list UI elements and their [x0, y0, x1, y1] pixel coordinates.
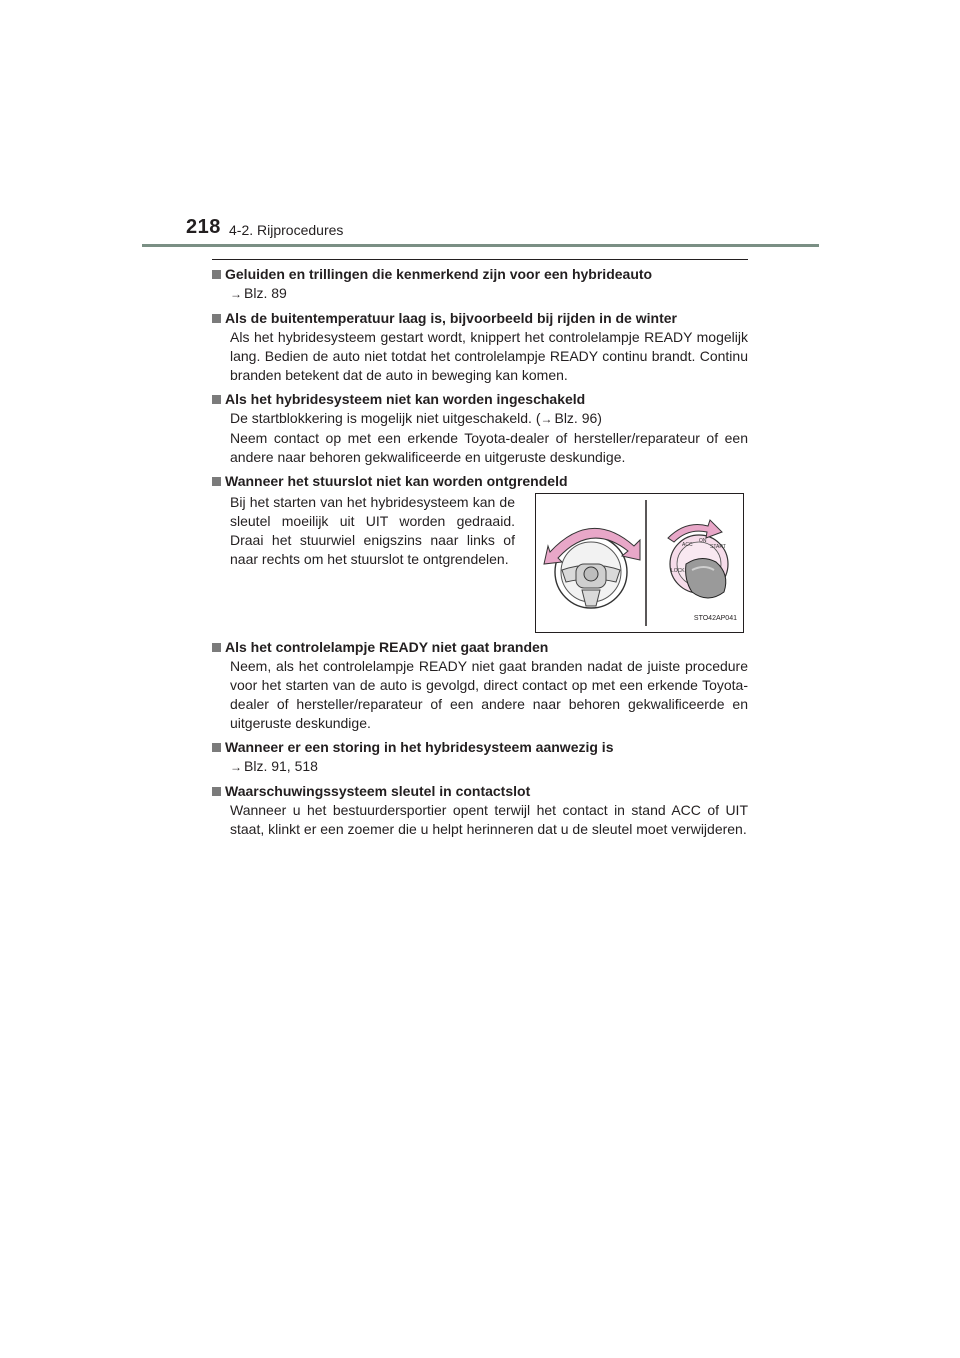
header-rule — [142, 244, 819, 247]
switch-label-start: START — [710, 544, 726, 550]
section-ready-not-on — [212, 638, 748, 733]
section-title: Als de buitentemperatuur laag is, bijvoorbeeld bij rijden in de winter — [225, 310, 677, 326]
section-title: Wanneer er een storing in het hybridesysteem aanwezig is — [225, 739, 614, 755]
section-body: Neem, als het controlelampje READY niet gaat branden nadat de juiste procedure voor het starten van de auto is gevolgd, direct contact op met een erkende Toyota-dealer of hersteller/reparateur of een andere naar behoren gekwalificeerde en uitgeruste deskundige. — [230, 658, 748, 731]
section-body: Bij het starten van het hybridesysteem kan de sleutel moeilijk uit UIT worden gedraaid. Draai het stuurwiel enigszins naar links of naar rechts om het stuurslot te ontgrendelen. — [230, 494, 515, 567]
section-title: Als het hybridesysteem niet kan worden ingeschakeld — [225, 391, 586, 407]
page-number: 218 — [186, 216, 221, 238]
section-not-started — [212, 390, 748, 467]
square-bullet-icon — [212, 477, 221, 486]
arrow-right-icon: → — [230, 287, 242, 301]
section-body: De startblokkering is mogelijk niet uitgeschakeld. (→ Blz. 96) Neem contact op met een erkende Toyota-dealer of hersteller/reparateur of een andere naar behoren gekwalificeerde en uitgeruste deskundige. — [230, 410, 748, 465]
arrow-right-icon: → — [540, 412, 553, 426]
section-sounds — [212, 265, 748, 304]
section-malfunction — [212, 738, 748, 777]
square-bullet-icon — [212, 270, 221, 279]
figure-code: STO42AP041 — [693, 615, 737, 622]
page-reference: Blz. 96) — [554, 410, 602, 426]
page-reference: → Blz. 91, 518 — [212, 757, 748, 777]
section-steering-lock — [212, 472, 748, 633]
section-title: Als het controlelampje READY niet gaat branden — [225, 639, 549, 655]
section-winter — [212, 309, 748, 385]
section-title: Waarschuwingssysteem sleutel in contactslot — [225, 783, 531, 799]
square-bullet-icon — [212, 643, 221, 652]
section-title: Geluiden en trillingen die kenmerkend zijn voor een hybrideauto — [225, 266, 653, 282]
section-title: Wanneer het stuurslot niet kan worden ontgrendeld — [225, 473, 568, 489]
page-reference: → Blz. 89 — [212, 284, 748, 304]
section-body: Als het hybridesysteem gestart wordt, knippert het controlelampje READY mogelijk lang. Bedien de auto niet totdat het controlelampje READY continu brandt. Continu branden betekent dat de auto in beweging kan komen. — [230, 329, 748, 383]
square-bullet-icon — [212, 314, 221, 323]
content — [212, 265, 748, 844]
content-rule — [212, 259, 748, 260]
chapter-title: 4-2. Rijprocedures — [229, 222, 344, 238]
switch-label-on: ON — [699, 538, 707, 544]
square-bullet-icon — [212, 787, 221, 796]
section-body: Wanneer u het bestuurdersportier opent terwijl het contact in stand ACC of UIT staat, klinkt er een zoemer die u helpt herinneren dat u de sleutel moet verwijderen. — [230, 802, 748, 837]
switch-label-lock: LOCK — [671, 568, 685, 574]
square-bullet-icon — [212, 743, 221, 752]
square-bullet-icon — [212, 395, 221, 404]
section-key-warning — [212, 782, 748, 839]
arrow-right-icon: → — [230, 760, 242, 774]
steering-lock-figure — [535, 493, 744, 633]
switch-label-acc: ACC — [682, 542, 693, 548]
